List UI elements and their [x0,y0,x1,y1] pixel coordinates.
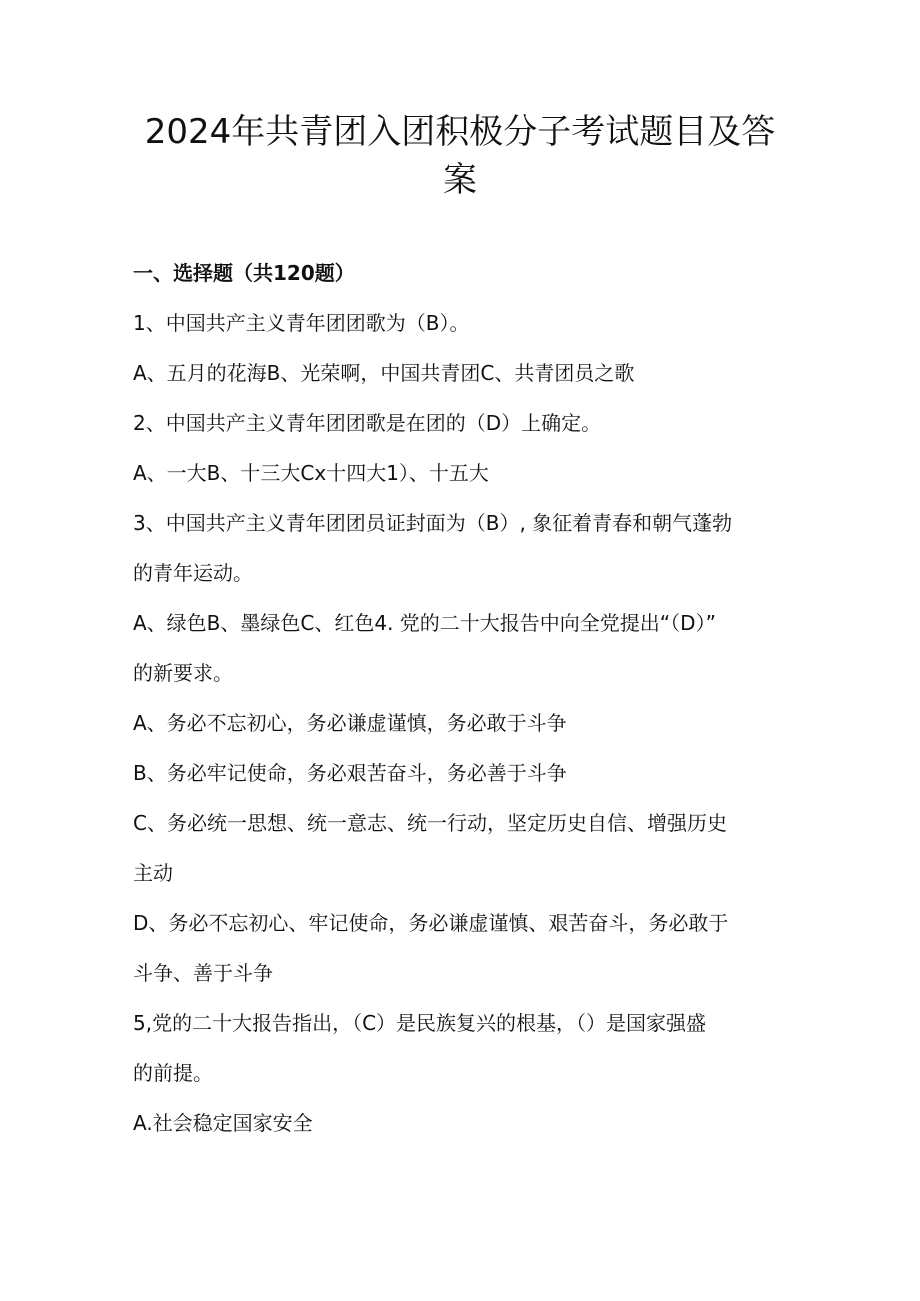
document-title [0,108,920,204]
title-line-2: 案 [443,160,477,200]
question-3-line-1: 3、中国共产主义青年团团员证封面为（B）, 象征着青春和朝气蓬勃 [133,511,733,535]
question-3-options-question-4: A、绿色B、墨绿色C、红色4. 党的二十大报告中向全党提出“（D）” [133,611,716,635]
question-4-option-d-line-2: 斗争、善于斗争 [133,961,273,985]
question-1-options: A、五月的花海B、光荣啊，中国共青团C、共青团员之歌 [133,361,635,385]
question-2-options: A、一大B、十三大Cx十四大1）、十五大 [133,461,489,485]
question-2: 2、中国共产主义青年团团歌是在团的（D）上确定。 [133,411,602,435]
question-5-line-1: 5,党的二十大报告指出，（C）是民族复兴的根基，（）是国家强盛 [133,1011,707,1035]
question-4-option-d-line-1: D、务必不忘初心、牢记使命，务必谦虚谨慎、艰苦奋斗，务必敢于 [133,911,729,935]
question-4-option-c-line-1: C、务必统一思想、统一意志、统一行动，坚定历史自信、增强历史 [133,811,727,835]
question-5-option-a: A.社会稳定国家安全 [133,1111,313,1135]
title-line-1: 2024年共青团入团积极分子考试题目及答 [144,112,776,152]
document-body [133,254,793,1154]
question-3-line-2: 的青年运动。 [133,561,253,585]
question-4-line-2: 的新要求。 [133,661,233,685]
question-4-option-a: A、务必不忘初心，务必谦虚谨慎，务必敢于斗争 [133,711,567,735]
section-heading: 一、选择题（共120题） [133,261,355,285]
question-5-line-2: 的前提。 [133,1061,213,1085]
question-1: 1、中国共产主义青年团团歌为（B）。 [133,311,470,335]
question-4-option-c-line-2: 主动 [133,861,173,885]
question-4-option-b: B、务必牢记使命，务必艰苦奋斗，务必善于斗争 [133,761,567,785]
